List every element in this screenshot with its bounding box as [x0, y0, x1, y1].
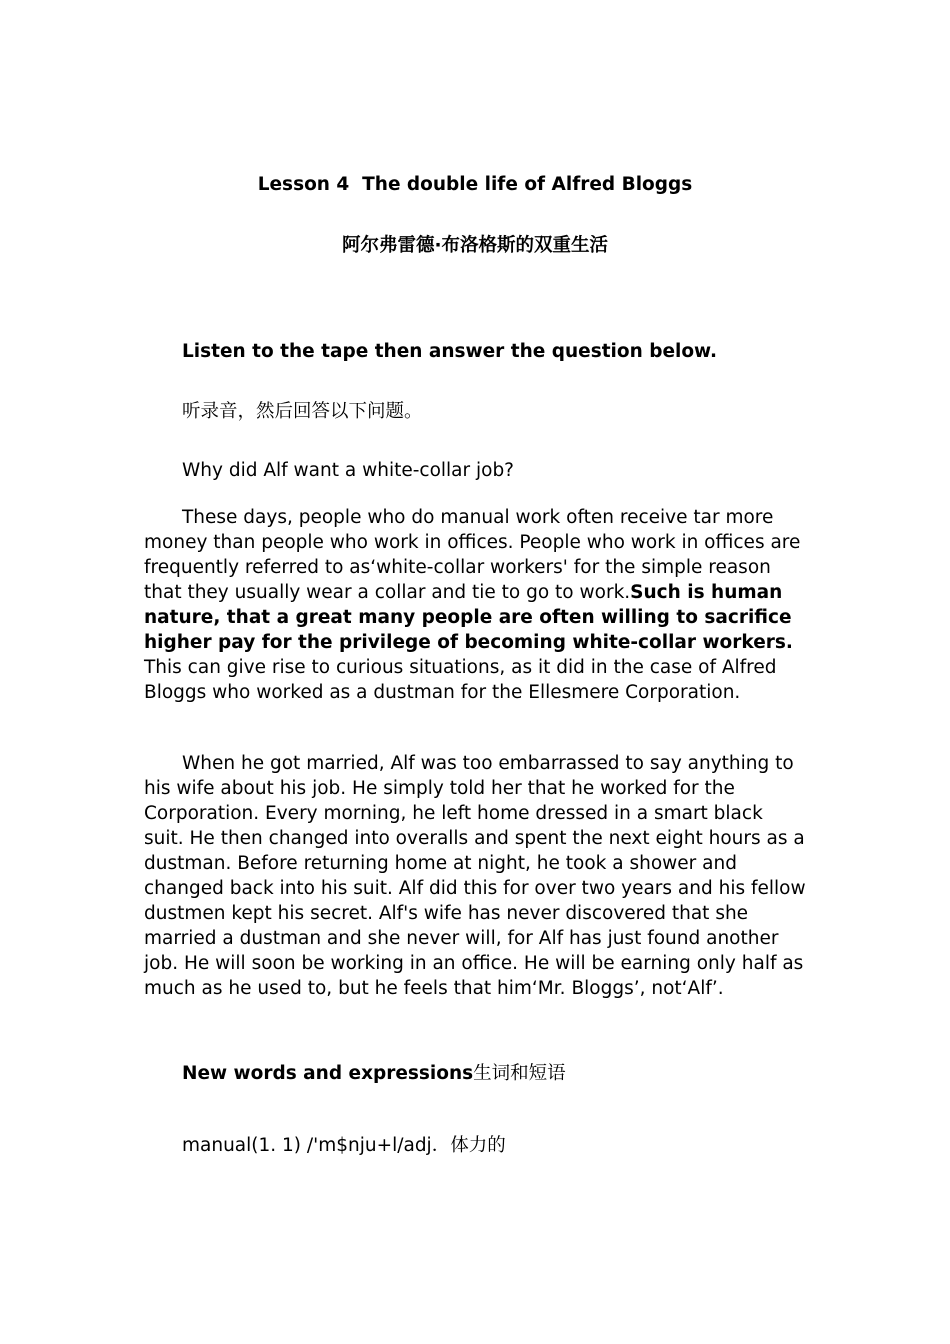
vocabulary-heading-english: New words and expressions — [182, 1063, 474, 1084]
lesson-title: Lesson 4 The double life of Alfred Bloggs — [257, 174, 693, 195]
vocabulary-entry: manual(1. 1) /'m$nju+l/adj．体力的 — [182, 1135, 506, 1156]
listening-prompt-chinese: 听录音，然后回答以下问题。 — [182, 401, 423, 422]
paragraph-1-intro: These days, people who do manual work often receive tar more money than people who work in offices. People who work in offices are frequently referred to as‘white-collar workers' for the simple reason that they usually wear a collar and tie to go to work. — [144, 507, 801, 603]
paragraph-1-key-sentence: Such is human nature, that a great many people are often willing to sacrifice higher pay for the privilege of becoming white-collar workers. — [144, 582, 793, 653]
listening-prompt: Listen to the tape then answer the question below. — [182, 341, 717, 362]
passage-paragraph-1 — [144, 505, 806, 705]
comprehension-question: Why did Alf want a white-collar job? — [182, 460, 515, 481]
passage-paragraph-2: When he got married, Alf was too embarrassed to say anything to his wife about his job. He simply told her that he worked for the Corporation. Every morning, he left home dressed in a smart black suit. He then changed into overalls and spent the next eight hours as a dustman. Before returning home at night, he took a shower and changed back into his suit. Alf did this for over two years and his fellow dustmen kept his secret. Alf's wife has never discovered that she married a dustman and she never will, for Alf has just found another job. He will soon be working in an office. He will be earning only half as much as he used to, but he feels that him‘Mr. Bloggs’, not‘Alf’. — [144, 753, 806, 999]
vocabulary-heading-chinese: 生词和短语 — [473, 1063, 566, 1084]
paragraph-1-ending: This can give rise to curious situations, as it did in the case of Alfred Bloggs who worked as a dustman for the Ellesmere Corporation. — [144, 657, 777, 703]
vocabulary-heading — [182, 1061, 566, 1086]
lesson-title-chinese: 阿尔弗雷德·布洛格斯的双重生活 — [341, 235, 609, 256]
